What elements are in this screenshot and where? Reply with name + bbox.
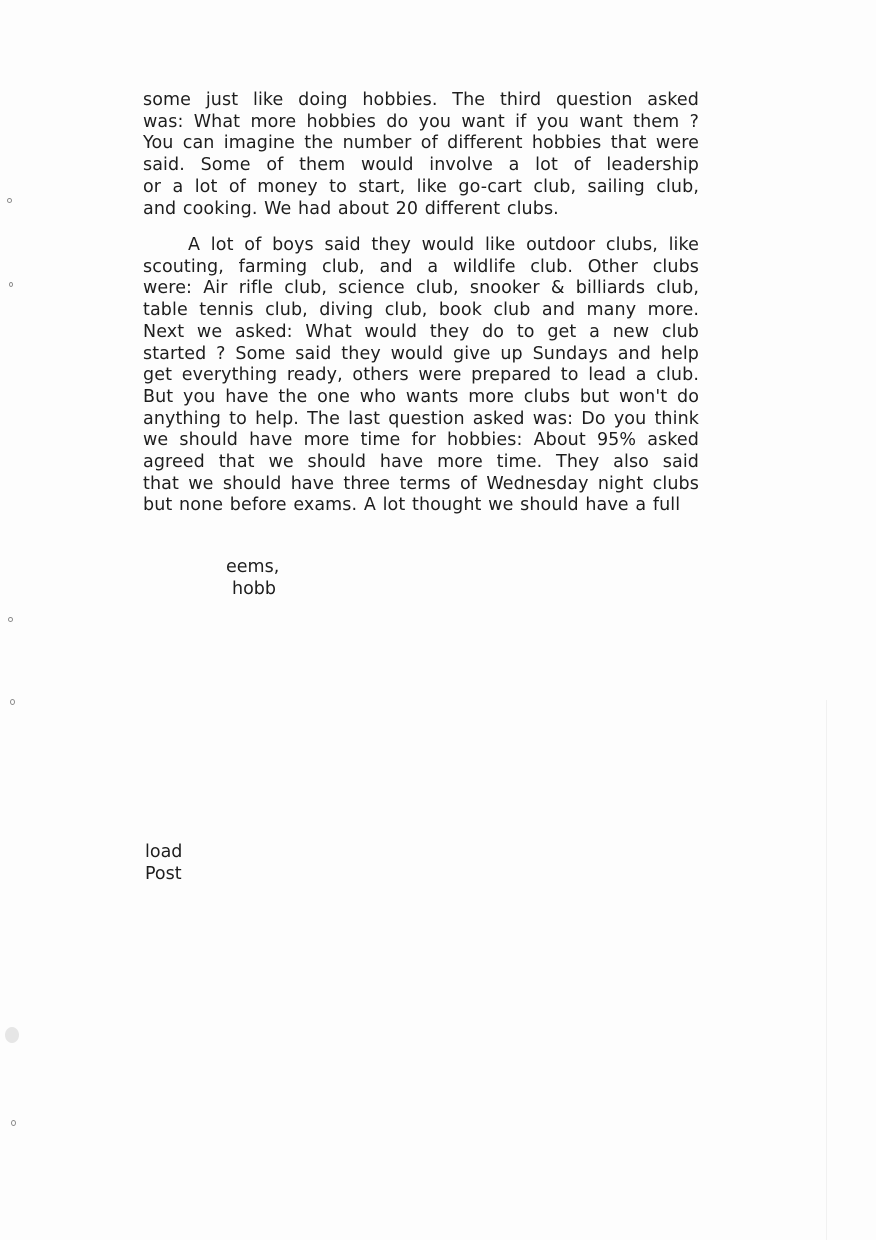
paragraph-line: some just like doing hobbies. The third question asked [143, 90, 699, 110]
paragraph-line: started ? Some said they would give up Sundays and help [143, 343, 699, 364]
paragraph-line: we should have more time for hobbies: About 95% asked [143, 430, 699, 451]
paragraph-line: but none before exams. A lot thought we should have a full [143, 495, 681, 516]
paragraph-line: table tennis club, diving club, book club and many more. [143, 300, 699, 321]
paragraph-line: were: Air rifle club, science club, snooker & billiards club, [143, 278, 699, 299]
fragment-line: eems, [226, 557, 280, 577]
paragraph-line: Next we asked: What would they do to get a new club [143, 321, 699, 342]
scan-speck [10, 699, 15, 705]
paragraph-line: You can imagine the number of different hobbies that were [143, 133, 699, 154]
text-fragment-upper [226, 557, 279, 600]
scan-speck [8, 617, 13, 622]
paragraph-line: said. Some of them would involve a lot of leadership [143, 155, 699, 176]
scan-blot [5, 1027, 19, 1043]
paragraph-1 [143, 90, 699, 220]
scan-speck [11, 1120, 16, 1126]
paragraph-line: anything to help. The last question asked was: Do you think [143, 408, 699, 429]
paragraph-2 [143, 235, 699, 517]
scan-speck [7, 198, 12, 203]
fragment-line: hobb [232, 578, 277, 599]
text-fragment-lower [145, 842, 182, 885]
fragment-line: Post [145, 863, 182, 884]
paragraph-line: scouting, farming club, and a wildlife club. Other clubs [143, 256, 699, 277]
paragraph-line: A lot of boys said they would like outdoor clubs, like [188, 235, 699, 255]
paragraph-line: was: What more hobbies do you want if you want them ? [143, 111, 699, 132]
page-edge [826, 700, 827, 1240]
paragraph-line: and cooking. We had about 20 different clubs. [143, 198, 559, 219]
paragraph-line: or a lot of money to start, like go-cart club, sailing club, [143, 176, 699, 197]
fragment-line: load [145, 842, 183, 862]
paragraph-line: that we should have three terms of Wednesday night clubs [143, 473, 699, 494]
paragraph-line: get everything ready, others were prepared to lead a club. [143, 365, 699, 386]
scan-speck [9, 282, 13, 287]
paragraph-line: But you have the one who wants more clubs but won't do [143, 386, 699, 407]
paragraph-line: agreed that we should have more time. They also said [143, 452, 699, 473]
